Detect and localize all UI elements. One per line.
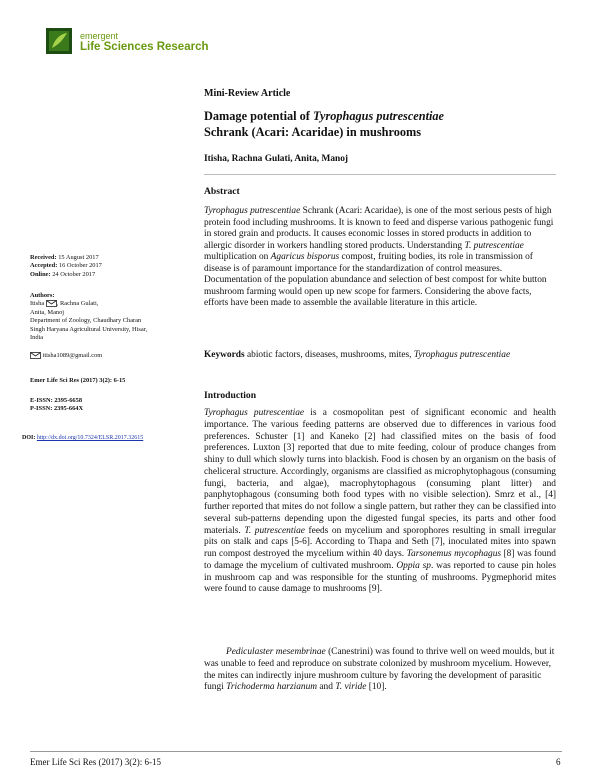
envelope-icon <box>30 352 41 359</box>
intro2-text-a: (Canestrini) was found to thrive well on weed moulds, but it was unable to feed and reproduce on substrate colonized by mushroom mycelium. However, the mites can indirectly injure mushroom culture by favoring the development of parasitic fungi <box>204 647 555 693</box>
abstract-body <box>204 206 556 310</box>
intro-species-3: Tarsonemus mycophagus <box>406 549 502 559</box>
received-value: 15 August 2017 <box>56 254 99 261</box>
email-address[interactable]: itisha1089@gmail.com <box>41 352 103 359</box>
online-date <box>30 271 102 279</box>
envelope-icon <box>46 300 57 307</box>
page-number: 6 <box>556 757 561 767</box>
title-species: Tyrophagus putrescentiae <box>312 109 445 123</box>
intro-text-b: feeds on mycelium and sporophores resulting in small irregular pits on stalk and caps [5-6]. According to Thapa and Seth [7], inoculated mites into spawn run compost destroyed the mycelium within 40 days. <box>204 525 556 559</box>
intro2-species-2: Trichoderma harzianum <box>226 682 318 693</box>
abstract-species-3: Agaricus bisporus <box>270 252 340 262</box>
eissn: E-ISSN: 2395-6658 <box>30 397 83 404</box>
journal-name <box>80 31 209 55</box>
accepted-label: Accepted: <box>30 262 58 270</box>
author-list: Itisha, Rachna Gulati, Anita, Manoj <box>204 154 349 164</box>
author-info <box>30 292 147 342</box>
doi-label: DOI: <box>22 435 37 441</box>
keywords-label: Keywords <box>204 350 245 360</box>
intro-species-1: Tyrophagus putrescentiae <box>204 408 305 418</box>
intro2-species-3: T. viride <box>335 682 367 693</box>
online-label: Online: <box>30 270 51 278</box>
intro2-text-b: and <box>317 682 336 693</box>
title-divider <box>204 174 556 175</box>
introduction-paragraph-2 <box>204 647 556 694</box>
intro-text-c: [8] was found to damage the mycelium of cultivated mushroom. <box>204 549 556 571</box>
doi-link[interactable]: http://dx.doi.org/10.7324/ELSR.2017.32615 <box>36 435 144 441</box>
citation-info <box>30 377 125 385</box>
abstract-text-2: multiplication on <box>204 252 271 262</box>
sidebar-citation: Emer Life Sci Res (2017) 3(2): 6-15 <box>30 377 126 384</box>
abstract-text-3: compost, fruiting bodies, its role in transmission of disease is of paramount importance for the standardization of control measures. Documentation of the population abundance and selection of best compost for white button mushroom farming would open up new scope for farmers. Considering the above facts, efforts have been made to assemble the available literature in this article. <box>204 252 547 308</box>
introduction-paragraph-1 <box>204 408 556 596</box>
keywords-species: Tyrophagus putrescentiae <box>413 350 511 360</box>
doi-line <box>22 435 143 441</box>
article-title <box>204 108 554 140</box>
intro-text-d: . was reported to cause pin holes in mushroom cap and was responsible for the stunting of mushrooms. Pygmephorid mites were found to cause damage to mushrooms [9]. <box>204 560 556 595</box>
affiliation-line3: India <box>30 334 44 342</box>
pissn: P-ISSN: 2395-664X <box>30 405 84 413</box>
intro-species-2: T. putrescentiae <box>244 525 305 536</box>
article-type: Mini-Review Article <box>204 88 291 99</box>
sidebar-author-rest: , Rachna Gulati, <box>56 300 99 308</box>
received-date <box>30 254 102 262</box>
intro2-species-1: Pediculaster mesembrinae <box>226 647 326 657</box>
title-rest: Schrank (Acari: Acaridae) in mushrooms <box>204 125 422 139</box>
affiliation-line2: Singh Haryana Agricultural University, Hisar, <box>30 325 148 333</box>
keywords <box>204 350 556 362</box>
accepted-value: 16 October 2017 <box>57 262 102 270</box>
journal-logo <box>46 28 72 54</box>
intro-species-4: Oppia sp <box>396 560 431 571</box>
title-text: Damage potential of <box>204 109 313 123</box>
affiliation-line1: Department of Zoology, Chaudhary Charan <box>30 317 142 325</box>
accepted-date <box>30 262 102 270</box>
keywords-text: abiotic factors, diseases, mushrooms, mites, <box>244 350 414 360</box>
footer-divider <box>30 751 562 752</box>
intro2-text-c: [10]. <box>366 682 387 693</box>
received-label: Received: <box>30 254 57 261</box>
abstract-text-1: Schrank (Acari: Acaridae), is one of the most serious pests of high protein food including mushrooms. It is known to feed and disperse various pathogenic fungi in stored grain and products. It causes economic losses in stored products in addition to allergic disorder in workers handling stored products. Understanding <box>204 206 554 251</box>
journal-name-line2: Life Sciences Research <box>80 41 209 54</box>
abstract-species: Tyrophagus putrescentiae <box>204 206 301 216</box>
article-dates <box>30 254 102 279</box>
corresponding-email[interactable] <box>30 352 102 360</box>
online-value: 24 October 2017 <box>50 270 96 278</box>
sidebar-author-line2: Anita, Manoj <box>30 308 65 316</box>
sidebar-author-itisha: Itisha <box>30 300 46 308</box>
issn-info <box>30 397 83 414</box>
intro-text-a: is a cosmopolitan pest of significant economic and health importance. The various feeding patterns are observed due to differences in various food preferences. Schuster [1] and Kaneko [2] had classified mites on the basis of food preferences. Luxton [3] reported that due to mite feeding, colour of produce changes from shiny to dull which slowly turns into blackish. Food is chosen by an organism on the basis of cheliceral structure. Accordingly, organisms are classified as microphytophagous (consuming fungi, bacteria, and algae), macrophytophagous (consuming plant litter) and panphytophagous (consuming both food types with no visible selection). Smrz et al., [4] further reported that mites do not follow a single pattern, but rather they can be classified into several sub-patterns depending upon the digested fungal species, its parts and other food materials. <box>204 408 556 536</box>
abstract-species-2: T. putrescentiae <box>464 240 524 251</box>
abstract-heading: Abstract <box>204 186 240 197</box>
introduction-heading: Introduction <box>204 390 257 401</box>
footer-citation: Emer Life Sci Res (2017) 3(2): 6-15 <box>30 757 161 767</box>
authors-label: Authors: <box>30 292 55 299</box>
journal-name-line1: emergent <box>80 31 119 41</box>
